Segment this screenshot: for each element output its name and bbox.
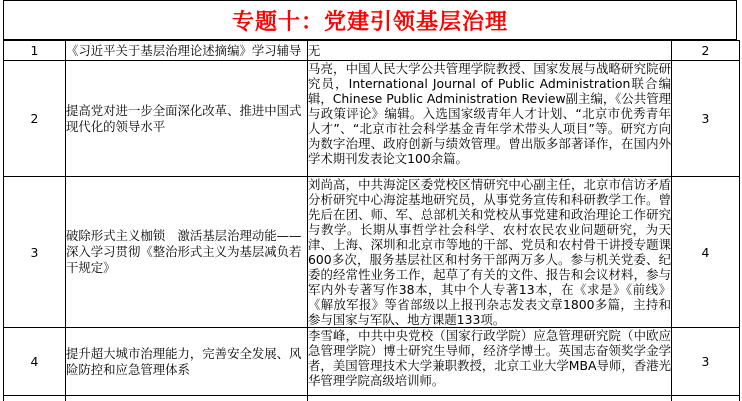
hours-cell (672, 396, 740, 401)
lecturer-cell: 李雪峰，中共中央党校（国家行政学院）应急管理研究院（中欧应急管理学院）博士研究生导师，经济学博士。英国志奋领奖学金学者，美国管理技术大学兼职教授，北京工业大学MBA导师，香港光华管理学院高级培训师。 (308, 328, 672, 396)
row-number-cell: 1 (4, 41, 66, 61)
hours-cell: 2 (672, 41, 740, 61)
topic-cell: 提升超大城市治理能力，完善安全发展、风险防控和应急管理体系 (66, 328, 308, 396)
table-row (4, 41, 740, 61)
topic-cell: 破除形式主义枷锁 激活基层治理动能——深入学习贯彻《整治形式主义为基层减负若干规定》 (66, 177, 308, 328)
section-title: 专题十：党建引领基层治理 (231, 9, 508, 35)
lecturer-cell (308, 396, 672, 401)
row-number-cell: 2 (4, 61, 66, 177)
hours-cell: 3 (672, 61, 740, 177)
topic-cell (66, 396, 308, 401)
hours-cell: 4 (672, 177, 740, 328)
lecturer-cell: 刘尚高，中共海淀区委党校区情研究中心副主任，北京市信访矛盾分析研究中心海淀基地研究员，从事党务宣传和科研教学工作。曾先后在团、师、军、总部机关和党校从事党建和政治理论工作研究与教学。长期从事哲学社会科学、农村农民农业问题研究，为天津、上海、深圳和北京市等地的干部、党员和农村骨干讲授专题课600多次，服务基层社区和村务干部两万多人。参与机关党委、纪委的经常性业务工作，起草了有关的文件、报告和会议材料，参与军内外专著写作38本，其中个人专著13本，在《求是》《前线》《解放军报》等省部级以上报刊杂志发表文章1800多篇，主持和参与国家与军队、地方课题133项。 (308, 177, 671, 327)
topic-cell: 提高党对进一步全面深化改革、推进中国式现代化的领导水平 (66, 61, 308, 177)
table-row (4, 328, 740, 396)
lecturer-cell: 无 (308, 41, 672, 61)
course-table (3, 40, 740, 401)
table-row-partial (4, 396, 740, 401)
row-number-cell: 3 (4, 177, 66, 328)
row-number-cell (4, 396, 66, 401)
topic-cell: 《习近平关于基层治理论述摘编》学习辅导 (66, 41, 308, 61)
hours-cell: 3 (672, 328, 740, 396)
section-title-cell (3, 0, 737, 40)
table-row (4, 177, 740, 328)
lecturer-cell: 马亮，中国人民大学公共管理学院教授、国家发展与战略研究院研究员，International Journal of Public Administration联合编辑，Chinese Public Administration Review副主编，《公共管理与政策评论》编辑。入选国家级青年人才计划、“北京市优秀青年人才”、“北京市社会科学基金青年学术带头人项目”等。研究方向为数字治理、政府创新与绩效管理。曾出版多部著译作，在国内外学术期刊发表论文100余篇。 (308, 61, 672, 177)
row-number-cell: 4 (4, 328, 66, 396)
table-row (4, 61, 740, 177)
